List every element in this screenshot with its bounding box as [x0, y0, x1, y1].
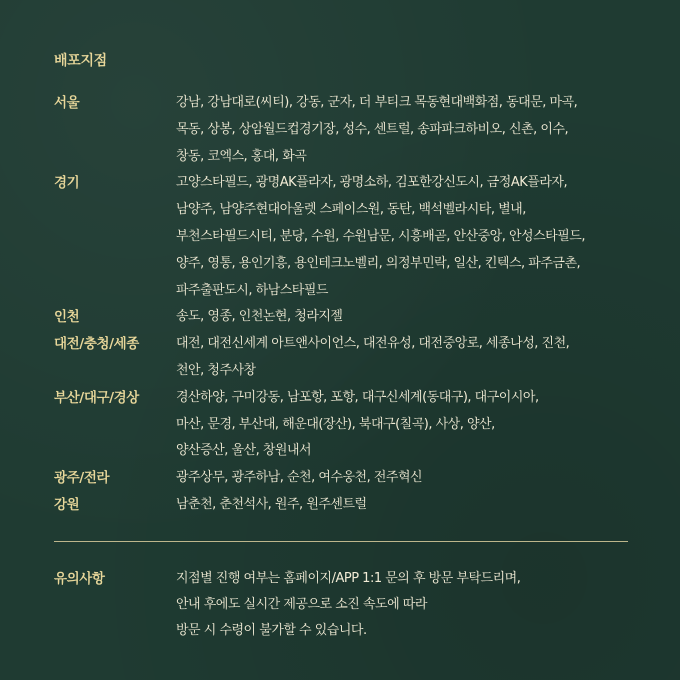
branch-line: 양주, 영통, 용인기흥, 용인테크노벨리, 의정부민락, 일산, 킨텍스, 파주금촌,: [176, 255, 581, 271]
region-label: 부산/대구/경상: [54, 389, 139, 406]
region-row-incheon: [54, 304, 644, 331]
branch-line: 강남, 강남대로(씨티), 강동, 군자, 더 부티크 목동현대백화점, 동대문, 마곡,: [176, 95, 578, 110]
notice-line: 방문 시 수령이 불가할 수 있습니다.: [176, 623, 367, 638]
branch-list: [176, 331, 644, 385]
region-row-gyeonggi: [54, 170, 644, 304]
region-label: 강원: [54, 496, 80, 513]
branch-line: 마산, 문경, 부산대, 해운대(장산), 북대구(칠곡), 사상, 양산,: [176, 416, 495, 432]
branch-list: [176, 90, 644, 170]
branch-line: 창동, 코엑스, 홍대, 화곡: [176, 148, 307, 164]
branch-line: 남춘천, 춘천석사, 원주, 원주센트럴: [176, 496, 367, 512]
branch-line: 목동, 상봉, 상암월드컵경기장, 성수, 센트럴, 송파파크하비오, 신촌, 이수,: [176, 121, 569, 137]
notice-line: 안내 후에도 실시간 제공으로 소진 속도에 따라: [176, 597, 427, 612]
region-label: 광주/전라: [54, 470, 110, 487]
notice-row: [54, 566, 644, 644]
region-row-gangwon: [54, 492, 644, 519]
region-label: 경기: [54, 175, 80, 192]
region-label: 서울: [54, 95, 80, 111]
branch-list: [176, 465, 644, 492]
region-row-busan-daegu-gyeongsang: [54, 385, 644, 465]
region-list: [54, 90, 644, 519]
branch-line: 광주상무, 광주하남, 순천, 여수웅천, 전주혁신: [176, 470, 423, 486]
branch-line: 송도, 영종, 인천논현, 청라지젤: [176, 309, 343, 325]
branch-list: [176, 304, 644, 331]
region-row-gwangju-jeolla: [54, 465, 644, 492]
region-label: 인천: [54, 309, 80, 326]
branch-list: [176, 170, 644, 304]
region-label: 대전/충청/세종: [54, 336, 139, 353]
region-row-seoul: [54, 90, 644, 170]
section-divider: [54, 541, 628, 542]
page-title: 배포지점: [54, 53, 107, 69]
branch-line: 남양주, 남양주현대아울렛 스페이스원, 동탄, 백석벨라시타, 별내,: [176, 202, 526, 218]
notice-line: 지점별 진행 여부는 홈페이지/APP 1:1 문의 후 방문 부탁드리며,: [176, 571, 521, 586]
branch-line: 부천스타필드시티, 분당, 수원, 수원남문, 시흥배곧, 안산중앙, 안성스타필드,: [176, 228, 585, 244]
branch-line: 양산증산, 울산, 창원내서: [176, 443, 312, 459]
branch-line: 대전, 대전신세계 아트앤사이언스, 대전유성, 대전중앙로, 세종나성, 진천,: [176, 336, 570, 352]
branch-line: 고양스타필드, 광명AK플라자, 광명소하, 김포한강신도시, 금정AK플라자,: [176, 175, 568, 191]
notice-label: 유의사항: [54, 571, 105, 587]
region-row-daejeon-chungcheong-sejong: [54, 331, 644, 385]
branch-list: [176, 385, 644, 465]
notice-section: [54, 566, 644, 644]
notice-text: [176, 566, 644, 644]
branch-list: [176, 492, 644, 519]
branch-line: 파주출판도시, 하남스타필드: [176, 282, 328, 298]
branch-line: 경산하양, 구미강동, 남포항, 포항, 대구신세계(동대구), 대구이시아,: [176, 389, 539, 405]
branch-line: 천안, 청주사창: [176, 362, 256, 378]
